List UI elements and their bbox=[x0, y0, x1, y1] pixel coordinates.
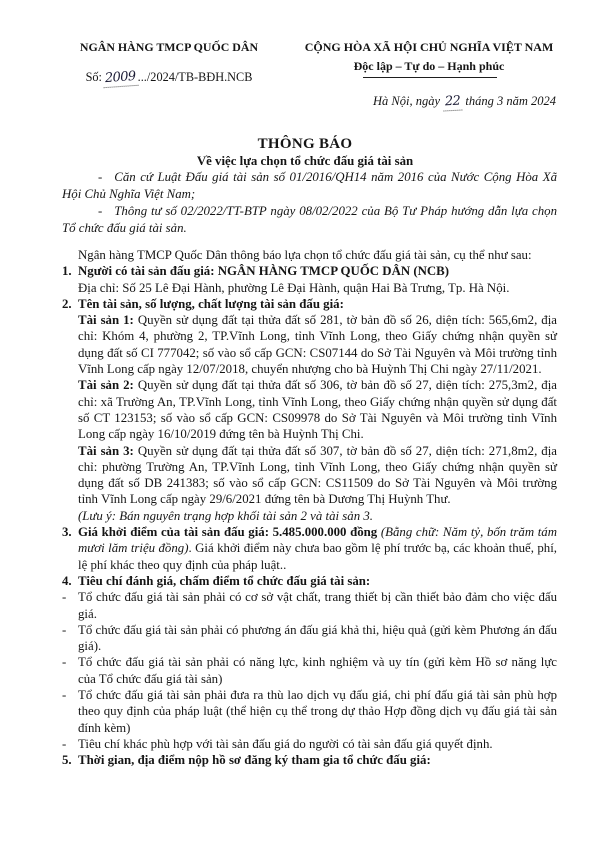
national-motto: Độc lập – Tự do – Hạnh phúc bbox=[353, 59, 505, 73]
asset-description: Quyền sử dụng đất tại thửa đất số 306, tờ bản đồ số 27, diện tích: 275,3m2, địa chỉ: xã Trường An, TP.Vĩnh Long, tỉnh Vĩnh Long, theo Giấy chứng nhận quyền sử dụng đất số CT 123153; số vào sổ cấp GCN: CS09978 do Sở Tài Nguyên và Môi trường tỉnh Vĩnh Long cấp ngày 16/10/2019 đứng tên bà Huỳnh Thị Chi. bbox=[78, 378, 557, 442]
criteria-dash: - bbox=[62, 736, 67, 751]
country-name: CỘNG HÒA XÃ HỘI CHỦ NGHĨA VIỆT NAM bbox=[304, 40, 554, 54]
handwritten-document-number: 2009 bbox=[102, 69, 138, 88]
legal-basis-dash: - bbox=[98, 169, 103, 184]
section-body bbox=[78, 524, 557, 573]
criteria-item bbox=[62, 622, 557, 655]
amount-in-words: (Bằng chữ: Năm tỷ, bốn trăm tám mươi lăm triệu đồng) bbox=[78, 525, 557, 556]
section-number: 1. bbox=[62, 264, 72, 279]
legal-basis-item bbox=[62, 169, 557, 203]
criteria-item bbox=[62, 654, 557, 687]
document-number-suffix: .../2024/TB-BĐH.NCB bbox=[137, 70, 253, 84]
section-body bbox=[78, 752, 557, 768]
section-1 bbox=[62, 263, 557, 296]
criteria-item bbox=[62, 687, 557, 736]
owner-address: Địa chỉ: Số 25 Lê Đại Hành, phường Lê Đại Hành, quận Hai Bà Trưng, Tp. Hà Nội. bbox=[78, 280, 510, 295]
intro-paragraph: Ngân hàng TMCP Quốc Dân thông báo lựa chọn tổ chức đấu giá tài sản, cụ thể như sau: bbox=[78, 248, 532, 262]
legal-basis-text: Thông tư số 02/2022/TT-BTP ngày 08/02/2022 của Bộ Tư Pháp hướng dẫn lựa chọn Tổ chức đấu giá tài sản. bbox=[62, 203, 557, 235]
date-suffix: tháng 3 năm 2024 bbox=[465, 94, 556, 108]
document-number bbox=[49, 69, 289, 87]
starting-price-note: . Giá khởi điểm này chưa bao gồm lệ phí trước bạ, các khoản thuế, phí, lệ phí khác theo quy định của pháp luật.. bbox=[78, 541, 558, 572]
document-body bbox=[62, 247, 557, 769]
criteria-text: Tổ chức đấu giá tài sản phải đưa ra thù lao dịch vụ đấu giá, chi phí đấu giá tài sản phù hợp theo quy định của pháp luật (thể hiện cụ thể trong dự thảo Hợp đồng dịch vụ đấu giá tài sản đính kèm) bbox=[78, 688, 557, 735]
legal-basis-text: Căn cứ Luật Đấu giá tài sản số 01/2016/QH14 năm 2016 của Nước Cộng Hòa Xã Hội Chủ Nghĩa Việt Nam; bbox=[62, 169, 557, 201]
criteria-text: Tổ chức đấu giá tài sản phải có phương án đấu giá khả thi, hiệu quả (gửi kèm Phương án đấu giá). bbox=[78, 622, 557, 654]
document-number-prefix: Số: bbox=[85, 70, 102, 84]
section-heading: Tiêu chí đánh giá, chấm điểm tổ chức đấu giá tài sản: bbox=[78, 573, 371, 588]
asset-paragraph bbox=[78, 377, 557, 442]
starting-price-paragraph bbox=[78, 524, 557, 573]
criteria-text: Tổ chức đấu giá tài sản phải có năng lực, kinh nghiệm và uy tín (gửi kèm Hồ sơ năng lực của Tổ chức đấu giá tài sản) bbox=[78, 655, 557, 686]
bank-name: NGÂN HÀNG TMCP QUỐC DÂN bbox=[79, 40, 259, 54]
section-body bbox=[78, 296, 557, 524]
asset-note: (Lưu ý: Bán nguyên trạng hợp khối tài sản 2 và tài sản 3. bbox=[78, 508, 373, 523]
legal-basis-item bbox=[62, 203, 557, 237]
section-number: 5. bbox=[62, 753, 72, 768]
section-number: 4. bbox=[62, 573, 72, 588]
criteria-dash: - bbox=[62, 655, 67, 670]
asset-description: Quyền sử dụng đất tại thửa đất số 307, tờ bản đồ số 27, diện tích: 271,8m2, địa chỉ: phường Trường An, TP.Vĩnh Long, tỉnh Vĩnh Long, theo Giấy chứng nhận quyền sử dụng đất số DB 241383; số vào sổ cấp GCN: CS11509 do Sở Tài Nguyên và Môi trường tỉnh Vĩnh Long cấp ngày 29/6/2021 đứng tên bà Dương Thị Huỳnh Thư. bbox=[78, 443, 557, 507]
title-block bbox=[55, 135, 555, 169]
asset-label: Tài sản 3: bbox=[78, 443, 134, 458]
section-body bbox=[78, 263, 557, 296]
criteria-dash: - bbox=[62, 622, 67, 637]
national-heading bbox=[289, 39, 569, 74]
section-3 bbox=[62, 524, 557, 573]
document-subtitle: Về việc lựa chọn tổ chức đấu giá tài sản bbox=[196, 154, 414, 168]
motto-underline bbox=[363, 77, 497, 78]
criteria-item bbox=[62, 736, 557, 752]
criteria-item bbox=[62, 589, 557, 622]
section-heading: Thời gian, địa điểm nộp hồ sơ đăng ký tham gia tổ chức đấu giá: bbox=[78, 753, 431, 768]
section-5 bbox=[62, 752, 557, 768]
section-heading: Người có tài sản đấu giá: NGÂN HÀNG TMCP QUỐC DÂN (NCB) bbox=[78, 264, 450, 279]
section-heading: Giá khởi điểm của tài sản đấu giá: 5.485.000.000 đồng bbox=[78, 525, 378, 540]
section-number: 2. bbox=[62, 296, 72, 311]
section-heading: Tên tài sản, số lượng, chất lượng tài sản đấu giá: bbox=[78, 296, 344, 311]
criteria-dash: - bbox=[62, 590, 67, 605]
asset-paragraph bbox=[78, 443, 557, 508]
date-prefix: Hà Nội, ngày bbox=[373, 94, 441, 108]
legal-basis-dash: - bbox=[98, 203, 103, 218]
criteria-text: Tiêu chí khác phù hợp với tài sản đấu giá do người có tài sản đấu giá quyết định. bbox=[78, 736, 493, 751]
issue-date bbox=[373, 93, 556, 111]
legal-bases bbox=[62, 169, 557, 237]
handwritten-day: 22 bbox=[443, 94, 463, 112]
criteria-dash: - bbox=[62, 688, 67, 703]
asset-label: Tài sản 2: bbox=[78, 378, 134, 393]
document-title: THÔNG BÁO bbox=[257, 136, 353, 152]
section-2 bbox=[62, 296, 557, 524]
asset-description: Quyền sử dụng đất tại thửa đất số 281, tờ bản đồ số 26, diện tích: 565,6m2, địa chỉ: Khóm 4, phường 2, TP.Vĩnh Long, tỉnh Vĩnh Long, theo Giấy chứng nhận quyền sử dụng đất số CI 777042; số vào sổ cấp GCN: CS07144 do Sở Tài Nguyên và Môi trường tỉnh Vĩnh Long cấp ngày 12/07/2018, chuyển nhượng cho bà Huỳnh Thị Chi ngày 27/11/2021. bbox=[78, 313, 557, 377]
issuer-block bbox=[49, 39, 289, 87]
section-body bbox=[78, 573, 557, 589]
section-number: 3. bbox=[62, 525, 72, 540]
section-4 bbox=[62, 573, 557, 589]
asset-paragraph bbox=[78, 312, 557, 377]
asset-label: Tài sản 1: bbox=[78, 313, 134, 328]
criteria-text: Tổ chức đấu giá tài sản phải có cơ sở vật chất, trang thiết bị cần thiết bảo đảm cho việc đấu giá. bbox=[78, 590, 557, 621]
